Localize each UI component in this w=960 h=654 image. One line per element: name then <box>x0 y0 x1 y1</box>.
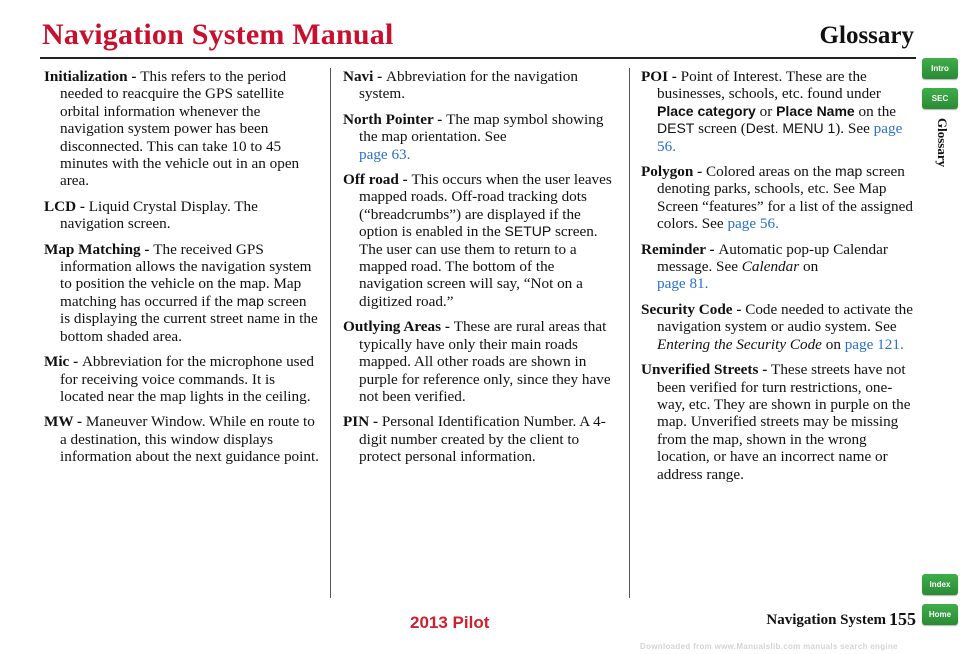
glossary-term: POI - <box>641 68 681 85</box>
sec-tab-button[interactable]: SEC <box>922 88 958 109</box>
topic-reference: Calendar <box>741 258 800 276</box>
page-link[interactable]: page 81. <box>657 275 709 293</box>
screen-name: map <box>236 292 264 309</box>
glossary-entry-pin <box>343 413 619 465</box>
glossary-term: Navi - <box>343 68 387 85</box>
glossary-term: PIN - <box>343 413 382 431</box>
glossary-term: Reminder - <box>641 240 719 258</box>
glossary-definition: or <box>755 102 777 120</box>
glossary-definition: Code needed to activate the navigation system or audio system. See <box>657 300 914 336</box>
header-divider <box>40 57 916 59</box>
index-tab-button[interactable]: Index <box>922 574 958 595</box>
glossary-entry-poi <box>641 68 917 155</box>
glossary-entry-mw <box>44 413 320 465</box>
glossary-definition: Liquid Crystal Display. The navigation screen. <box>60 197 258 233</box>
glossary-definition: This refers to the period needed to reacquire the GPS satellite orbital information whenever the navigation system power has been disconnected. This can take 10 to 45 minutes with the vehicle out in an open area. <box>60 68 300 190</box>
glossary-term: Map Matching - <box>44 240 154 258</box>
glossary-definition: on <box>799 258 819 276</box>
glossary-term: Off road - <box>343 171 412 189</box>
glossary-definition: Colored areas on the <box>705 163 836 181</box>
glossary-definition: This occurs when the user leaves mapped roads. Off-road tracking dots (“breadcrumbs”) are displayed if the option is enabled in the <box>359 171 612 241</box>
glossary-definition: ). See <box>835 120 874 138</box>
glossary-definition: These are rural areas that typically have only their main roads mapped. All other roads are shown in purple for reference only, since they have not been verified. <box>359 318 611 405</box>
glossary-definition: The received GPS information allows the navigation system to position the vehicle on the map. Map matching has occurred if the <box>60 240 312 310</box>
home-tab-button[interactable]: Home <box>922 604 958 625</box>
section-side-label: Glossary <box>935 118 950 168</box>
site-watermark: Downloaded from www.Manualslib.com manuals search engine <box>640 642 898 651</box>
glossary-entry-navi <box>343 68 619 103</box>
glossary-column-3 <box>641 68 917 491</box>
glossary-column-1 <box>44 68 320 474</box>
column-divider <box>629 68 630 598</box>
glossary-term: Unverified Streets - <box>641 361 772 379</box>
glossary-term: Initialization - <box>44 68 141 85</box>
glossary-definition: Automatic pop-up Calendar message. See <box>657 240 888 276</box>
glossary-entry-map-matching <box>44 241 320 345</box>
page-link[interactable]: page 56. <box>657 120 903 155</box>
menu-label: Place category <box>657 102 756 119</box>
glossary-term: North Pointer - <box>343 110 447 128</box>
glossary-definition: screen ( <box>694 120 746 138</box>
glossary-term: MW - <box>44 413 86 431</box>
glossary-entry-reminder <box>641 241 917 293</box>
menu-label: Place Name <box>776 102 855 119</box>
page-link[interactable]: page 63. <box>359 145 411 163</box>
screen-name: Dest. MENU 1 <box>745 120 836 137</box>
glossary-term: Mic - <box>44 353 82 371</box>
glossary-definition: on the <box>854 102 897 120</box>
page-link[interactable]: page 56. <box>727 215 779 233</box>
glossary-entry-north-pointer <box>343 111 619 163</box>
glossary-entry-security-code <box>641 301 917 353</box>
glossary-definition: screen is displaying the current street name in the bottom shaded area. <box>60 292 318 345</box>
page-title: Navigation System Manual <box>42 18 394 51</box>
column-divider <box>330 68 331 598</box>
glossary-term: Security Code - <box>641 300 746 318</box>
glossary-definition: screen denoting parks, schools, etc. See Map Screen “features” for a list of the assigned colors. See <box>657 163 913 233</box>
glossary-definition: screen. The user can use them to return to a mapped road. The bottom of the navigation screen will say, “Not on a digitized road.” <box>359 223 598 310</box>
glossary-entry-polygon <box>641 163 917 233</box>
intro-tab-button[interactable]: Intro <box>922 58 958 79</box>
glossary-entry-initialization <box>44 68 320 190</box>
glossary-definition: Point of Interest. These are the businesses, schools, etc. found under <box>657 68 881 103</box>
glossary-definition: These streets have not been verified for turn restrictions, one-way, etc. They are shown in purple on the map. Unverified streets may be missing from the map, shown in the wrong location, or have an incorrect name or address range. <box>657 361 911 483</box>
glossary-definition: Abbreviation for the navigation system. <box>359 68 578 103</box>
page-number: 155 <box>889 609 916 629</box>
model-watermark: 2013 Pilot <box>410 613 490 632</box>
screen-name: DEST <box>657 120 695 137</box>
section-title: Glossary <box>819 22 914 49</box>
glossary-term: Outlying Areas - <box>343 318 454 336</box>
glossary-column-2 <box>343 68 619 474</box>
page-link[interactable]: page 121. <box>844 335 904 353</box>
glossary-entry-outlying-areas <box>343 318 619 405</box>
glossary-entry-lcd <box>44 198 320 233</box>
glossary-term: LCD - <box>44 197 89 215</box>
glossary-definition: Maneuver Window. While en route to a destination, this window displays information about the next guidance point. <box>60 413 319 466</box>
glossary-definition: Personal Identification Number. A 4-digit number created by the client to protect personal information. <box>359 413 606 466</box>
footer-title: Navigation System <box>766 612 886 628</box>
glossary-term: Polygon - <box>641 163 706 181</box>
glossary-entry-unverified-streets <box>641 361 917 483</box>
screen-name: SETUP <box>504 223 552 240</box>
topic-reference: Entering the Security Code <box>657 335 822 353</box>
glossary-entry-off-road <box>343 171 619 310</box>
glossary-entry-mic <box>44 353 320 405</box>
glossary-definition: The map symbol showing the map orientation. See <box>359 110 604 146</box>
screen-name: map <box>835 163 863 180</box>
glossary-definition: Abbreviation for the microphone used for receiving voice commands. It is located near the map lights in the ceiling. <box>60 353 314 405</box>
glossary-definition: on <box>821 335 845 353</box>
